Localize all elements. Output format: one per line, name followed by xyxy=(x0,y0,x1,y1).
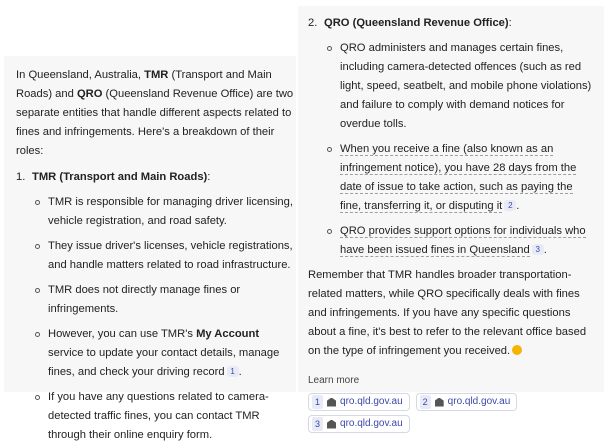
cited-text: When you receive a fine (also known as an infringement notice), you have 28 days from the date of issue to take action, such as paying the fine, transferring it, or disputing it xyxy=(340,143,577,212)
site-favicon-icon xyxy=(435,398,444,407)
learn-more-row xyxy=(308,415,594,433)
intro-text: (Queensland Revenue Office) are two separate entities that handle different aspects related to fines and infringements. Here's a breakdown of their roles: xyxy=(16,88,294,157)
closing-paragraph xyxy=(308,266,594,361)
bullet-text: However, you can use TMR's xyxy=(48,328,197,340)
heading-colon: : xyxy=(207,171,211,183)
intro-paragraph xyxy=(16,66,296,161)
list-item: TMR is responsible for managing driver licensing, vehicle registration, and road safety. xyxy=(34,193,296,231)
list-item: TMR does not directly manage fines or infringements. xyxy=(34,281,296,319)
intro-text: In Queensland, Australia, xyxy=(16,69,145,81)
list-item xyxy=(326,140,594,216)
citation-1[interactable]: 1 xyxy=(227,366,239,377)
citation-3[interactable]: 3 xyxy=(532,244,544,255)
bullet-end: . xyxy=(516,200,520,212)
right-answer-panel xyxy=(298,6,604,429)
bullet-end: . xyxy=(543,244,547,256)
learn-more-link-2[interactable] xyxy=(416,393,518,411)
list-number: 1. xyxy=(16,171,26,183)
site-favicon-icon xyxy=(327,398,336,407)
closing-text: Remember that TMR handles broader transportation-related matters, while QRO specifically deals with fines and infringements. If you have any specific questions about a fine, it's best to refer to the relevant office based on the type of infringement you received. xyxy=(308,269,587,357)
my-account-bold: My Account xyxy=(196,328,260,340)
tmr-bullet-list xyxy=(16,193,296,445)
tmr-heading: TMR (Transport and Main Roads) xyxy=(32,171,208,183)
link-number: 2 xyxy=(420,395,431,409)
list-item xyxy=(326,222,594,260)
link-domain: qro.qld.gov.au xyxy=(447,396,511,407)
link-number: 1 xyxy=(312,395,323,409)
heading-colon: : xyxy=(508,17,512,29)
qro-bullet-list xyxy=(308,39,594,260)
intro-text: (Transport and Main Roads) and xyxy=(16,69,272,100)
learn-more-link-1[interactable] xyxy=(308,393,410,411)
tmr-section xyxy=(16,168,296,187)
list-item: If you have any questions related to camera-detected traffic fines, you can contact TMR through their online enquiry form. xyxy=(34,388,296,445)
tmr-bold: TMR xyxy=(144,69,169,81)
qro-heading: QRO (Queensland Revenue Office) xyxy=(324,17,509,29)
learn-more-label: Learn more xyxy=(308,375,360,386)
link-number: 3 xyxy=(312,417,323,431)
smile-emoji-icon xyxy=(512,345,522,355)
link-domain: qro.qld.gov.au xyxy=(340,396,403,407)
site-favicon-icon xyxy=(327,420,336,429)
cited-text: QRO provides support options for individuals who have been issued fines in Queensland xyxy=(340,225,586,256)
qro-section xyxy=(308,14,594,33)
left-answer-panel xyxy=(4,56,296,441)
bullet-text: service to update your contact details, manage fines, and check your driving record xyxy=(48,347,280,378)
learn-more-row xyxy=(308,393,594,411)
learn-more-link-3[interactable] xyxy=(308,415,410,433)
link-domain: qro.qld.gov.au xyxy=(340,418,403,429)
bullet-end: . xyxy=(238,366,242,378)
list-item: QRO administers and manages certain fines, including camera-detected offences (such as red light, speed, seatbelt, and mobile phone violations) and failure to comply with demand notices for overdue tolls. xyxy=(326,39,594,134)
list-item xyxy=(34,325,296,382)
qro-bold: QRO xyxy=(76,88,103,100)
citation-2[interactable]: 2 xyxy=(504,200,516,211)
list-item: They issue driver's licenses, vehicle registrations, and handle matters related to road infrastructure. xyxy=(34,237,296,275)
list-number: 2. xyxy=(308,17,318,29)
